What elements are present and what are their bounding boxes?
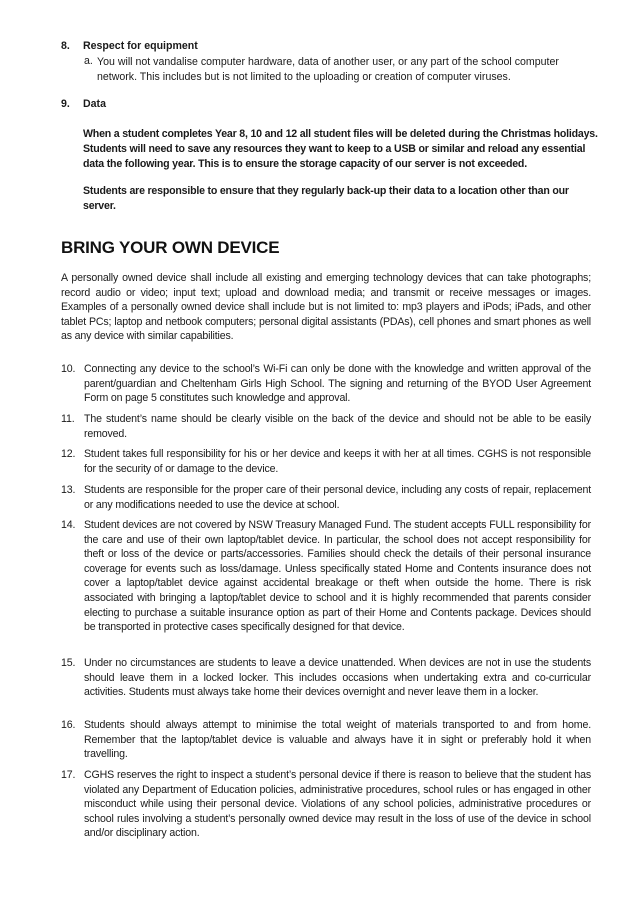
item-number: 12. xyxy=(61,448,76,460)
item-number: 11. xyxy=(61,413,75,425)
section-8-heading: Respect for equipment xyxy=(83,40,198,52)
section-9-paragraph-2: Students are responsible to ensure that they regularly back-up their data to a location other than our server. xyxy=(83,185,569,213)
byod-item-13 xyxy=(61,483,591,512)
item-number: 10. xyxy=(61,363,76,375)
byod-intro-paragraph: A personally owned device shall include all existing and emerging technology devices that can take photographs; record audio or video; input text; upload and download media; and transmit or receive messages or images. Examples of a personally owned device shall include but is not limited to: mp3 players and iPods; iPads, and other tablet PCs; laptop and netbook computers; personal digital assistants (PDAs), cell phones and smart phones as well as any device with similar capabilities. xyxy=(61,272,591,343)
item-text: Student takes full responsibility for his or her device and keeps it with her at all times. CGHS is not responsible for the security of or damage to the device. xyxy=(84,448,591,475)
section-8a-text: You will not vandalise computer hardware, data of another user, or any part of the school computer network. This includes but is not limited to the uploading or creation of computer viruses. xyxy=(97,56,559,83)
section-9-number: 9. xyxy=(61,98,70,110)
byod-item-12 xyxy=(61,447,591,476)
item-text: CGHS reserves the right to inspect a student’s personal device if there is reason to believe that the student has violated any Department of Education policies, administrative procedures, school rules or has engaged in other misconduct while using their personal device. Violations of any school policies, administrative procedures or school rules involving a student’s personally owned device may result in the loss of use of the device in school and/or disciplinary action. xyxy=(84,769,591,840)
item-text: Student devices are not covered by NSW Treasury Managed Fund. The student accepts FULL responsibility for the care and use of their own laptop/tablet device. In particular, the school does not accept responsibility for theft or loss of the device or parts/accessories. Families should check the details of their personal insurance coverage for events such as loss/damage. Unless specifically stated Home and Contents insurance does not cover a laptop/tablet device against accidental breakage or theft when outside the home. There is risk associated with bringing a laptop/tablet device to school and it is highly recommended that parents consider electing to purchase a suitable insurance option as part of their Home and Contents package. Devices should be transported in protective cases specifically designed for that device. xyxy=(84,519,591,634)
item-number: 14. xyxy=(61,519,76,531)
byod-item-16 xyxy=(61,718,591,762)
item-number: 17. xyxy=(61,769,76,781)
byod-item-11 xyxy=(61,412,591,441)
byod-item-15 xyxy=(61,656,591,700)
byod-section-title: BRING YOUR OWN DEVICE xyxy=(61,238,280,257)
byod-item-17 xyxy=(61,768,591,841)
section-8a-letter: a. xyxy=(84,55,93,67)
item-text: The student’s name should be clearly visible on the back of the device and should not be able to be easily removed. xyxy=(84,413,591,440)
item-number: 16. xyxy=(61,719,76,731)
item-number: 15. xyxy=(61,657,76,669)
section-9-paragraph-1: When a student completes Year 8, 10 and 12 all student files will be deleted during the Christmas holidays. Students will need to save any resources they want to keep to a USB or similar and reload any essential data the following year. This is to ensure the storage capacity of our server is not exceeded. xyxy=(83,128,598,171)
item-number: 13. xyxy=(61,484,76,496)
byod-item-14 xyxy=(61,518,591,635)
section-9-heading: Data xyxy=(83,98,106,110)
section-8-number: 8. xyxy=(61,40,70,52)
item-text: Connecting any device to the school’s Wi-Fi can only be done with the knowledge and written approval of the parent/guardian and Cheltenham Girls High School. The signing and returning of the BYOD User Agreement Form on page 5 constitutes such knowledge and approval. xyxy=(84,363,591,405)
item-text: Under no circumstances are students to leave a device unattended. When devices are not in use the students should leave them in a locked locker. This includes occasions when undertaking extra and co-curricular activities. Students must always take home their devices overnight and never leave them in a locker. xyxy=(84,657,591,699)
byod-item-10 xyxy=(61,362,591,406)
item-text: Students should always attempt to minimise the total weight of materials transported to and from home. Remember that the laptop/tablet device is valuable and always have it in sight or preferably hold it when travelling. xyxy=(84,719,591,761)
item-text: Students are responsible for the proper care of their personal device, including any costs of repair, replacement or any modifications needed to use the device at school. xyxy=(84,484,591,511)
